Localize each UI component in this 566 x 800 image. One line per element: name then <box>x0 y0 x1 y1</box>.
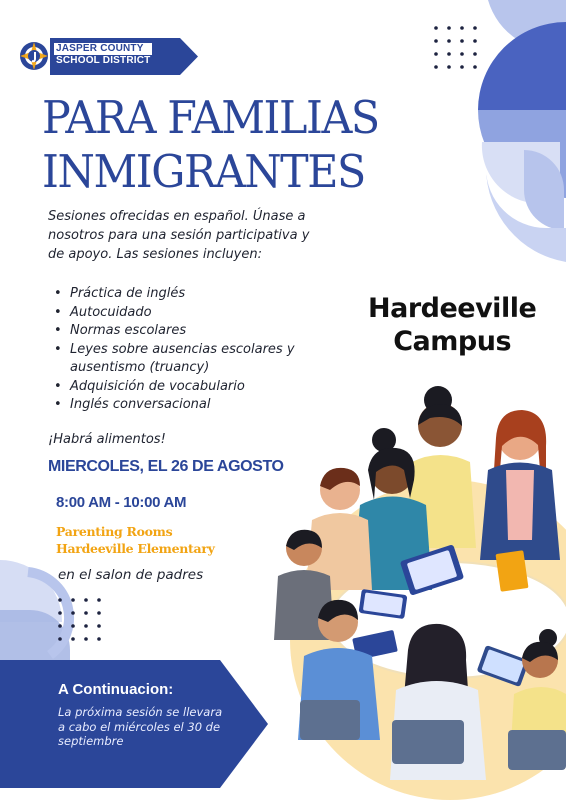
session-time: 8:00 AM - 10:00 AM <box>56 494 187 511</box>
location-detail: en el salon de padres <box>58 567 204 583</box>
district-line2: SCHOOL DISTRICT <box>56 55 151 66</box>
intro-text: Sesiones ofrecidas en español. Únase a nosotros para una sesión participativa y de apoyo. Las sesiones incluyen: <box>48 209 310 262</box>
district-seal-icon <box>18 40 50 72</box>
list-item: • Normas escolares <box>52 322 312 341</box>
dot-grid-top <box>434 26 477 69</box>
page-title <box>42 91 379 199</box>
food-note: ¡Habrá alimentos! <box>48 432 166 447</box>
list-item: • Leyes sobre ausencias escolares y ausentismo (truancy) <box>52 341 312 378</box>
list-item: • Práctica de inglés <box>52 285 312 304</box>
topics-list <box>52 285 312 415</box>
geometric-shapes-top <box>478 0 566 262</box>
list-item: • Autocuidado <box>52 304 312 323</box>
location-line1: Parenting Rooms <box>56 524 173 539</box>
next-session-title: A Continuacion: <box>58 681 174 698</box>
list-item: • Adquisición de vocabulario <box>52 378 312 397</box>
title-line1: PARA FAMILIAS <box>42 91 379 144</box>
campus-line1: Hardeeville <box>368 293 537 324</box>
title-line2: INMIGRANTES <box>42 145 365 198</box>
campus-line2: Campus <box>393 326 512 357</box>
session-date: MIERCOLES, EL 26 DE AGOSTO <box>48 458 284 475</box>
location-line2: Hardeeville Elementary <box>56 541 215 556</box>
campus-heading <box>368 292 536 358</box>
list-item: • Inglés conversacional <box>52 396 312 415</box>
session-location <box>56 523 215 557</box>
district-line1: JASPER COUNTY <box>54 43 152 55</box>
group-meeting-illustration <box>274 386 566 800</box>
district-name <box>54 43 152 67</box>
next-session-text: La próxima sesión se llevara a cabo el miércoles el 30 de septiembre <box>58 705 223 748</box>
